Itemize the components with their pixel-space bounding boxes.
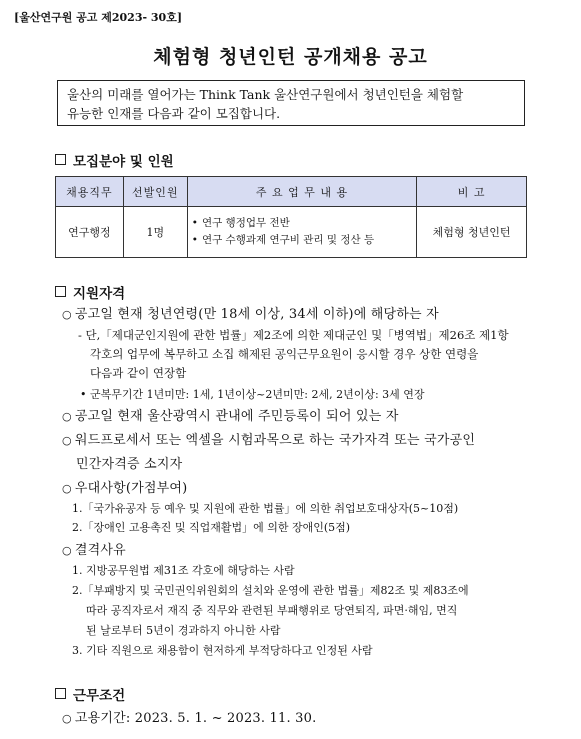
table-header-row [56, 177, 527, 207]
qual-age-note-2: 각호의 업무에 복무하고 소집 해제된 공익근무요원이 응시할 경우 상한 연령을 [90, 347, 479, 361]
recruit-table [55, 176, 527, 258]
cell-count: 1명 [123, 207, 187, 258]
qual-preference-2: 2.「장애인 고용촉진 및 직업재활법」에 의한 장애인(5점) [72, 521, 351, 534]
qual-age-note-1: - 단,「제대군인지원에 관한 법률」제2조에 의한 제대군인 및「병역법」제26조 제1항 [78, 328, 509, 342]
qual-age-note-3: 다음과 같이 연장함 [90, 366, 187, 380]
work-period: ○ 고용기간: 2023. 5. 1. ~ 2023. 11. 30. [62, 707, 316, 726]
section-recruit-heading [55, 150, 174, 170]
qual-disq-2c: 된 날로부터 5년이 경과하지 아니한 사람 [86, 624, 281, 637]
cell-job: 연구행정 [56, 207, 124, 258]
cell-note: 체험형 청년인턴 [417, 207, 527, 258]
qual-license-1: ○ 워드프로세서 또는 엑셀을 시험과목으로 하는 국가자격 또는 국가공인 [62, 429, 475, 448]
header-count: 선발인원 [123, 177, 187, 207]
page-title: 체험형 청년인턴 공개채용 공고 [153, 46, 428, 68]
qual-preference-1: 1.「국가유공자 등 예우 및 지원에 관한 법률」에 의한 취업보호대상자(5~10점) [72, 502, 459, 515]
cell-duties [187, 207, 416, 258]
checkbox-square-icon [55, 154, 66, 165]
qual-disq-1: 1. 지방공무원법 제31조 각호에 해당하는 사람 [72, 564, 295, 577]
section-recruit-title: 모집분야 및 인원 [73, 154, 174, 170]
header-job: 채용직무 [56, 177, 124, 207]
qual-disq-3: 3. 기타 직원으로 채용함이 현저하게 부적당하다고 인정된 사람 [72, 644, 373, 657]
qual-age: ○ 공고일 현재 청년연령(만 18세 이상, 34세 이하)에 해당하는 자 [62, 303, 439, 322]
qual-residence: ○ 공고일 현재 울산광역시 관내에 주민등록이 되어 있는 자 [62, 405, 399, 424]
qual-preference-title: ○ 우대사항(가점부여) [62, 477, 187, 496]
section-qual-heading [55, 282, 125, 302]
checkbox-square-icon [55, 688, 66, 699]
intro-line-1: 울산의 미래를 열어가는 Think Tank 울산연구원에서 청년인턴을 체험할 [67, 87, 464, 102]
duty-item: • 연구 수행과제 연구비 관리 및 정산 등 [192, 232, 412, 249]
intro-box [57, 80, 525, 126]
section-work-title: 근무조건 [73, 688, 126, 704]
header-note: 비 고 [417, 177, 527, 207]
qual-military: • 군복무기간 1년미만: 1세, 1년이상~2년미만: 2세, 2년이상: 3세 연장 [80, 388, 425, 401]
intro-line-2: 유능한 인재를 다음과 같이 모집합니다. [67, 106, 281, 121]
section-qual-title: 지원자격 [73, 286, 126, 302]
qual-disq-title: ○ 결격사유 [62, 539, 126, 558]
duty-item: • 연구 행정업무 전반 [192, 215, 412, 232]
notice-number: [울산연구원 공고 제2023- 30호] [14, 11, 183, 24]
qual-license-2: 민간자격증 소지자 [76, 457, 183, 472]
section-work-heading [55, 684, 125, 704]
qual-disq-2b: 따라 공직자로서 재직 중 직무와 관련된 부패행위로 당연퇴직, 파면·해임, 면직 [86, 604, 458, 617]
qual-disq-2a: 2.「부패방지 및 국민권익위원회의 설치와 운영에 관한 법률」제82조 및 제83조에 [72, 584, 469, 597]
header-duties: 주 요 업 무 내 용 [187, 177, 416, 207]
checkbox-square-icon [55, 286, 66, 297]
table-row [56, 207, 527, 258]
